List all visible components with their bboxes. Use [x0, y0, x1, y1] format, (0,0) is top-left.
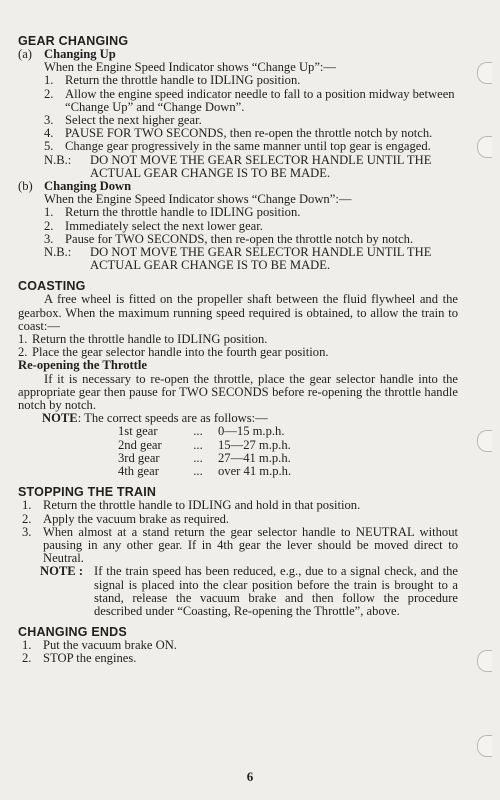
- subsection-title: Changing Down: [44, 179, 132, 194]
- subsection-tag: (a): [18, 47, 32, 61]
- step-list-changing-up: [18, 74, 458, 153]
- step-text: Place the gear selector handle into the fourth gear position.: [32, 345, 329, 360]
- note-label: NOTE: [42, 411, 78, 426]
- step-list-changing-ends: [18, 639, 458, 665]
- list-item: [22, 652, 458, 665]
- step-text: PAUSE FOR TWO SECONDS, then re-open the throttle notch by notch.: [65, 126, 433, 141]
- gear-speed-table: [118, 425, 318, 478]
- section-heading-coasting: COASTING: [18, 279, 86, 294]
- step-number: 3.: [22, 524, 32, 539]
- list-item: [44, 74, 458, 87]
- gear-cell: 1st gear: [118, 424, 158, 439]
- step-number: 3.: [44, 231, 54, 246]
- dots-cell: ...: [193, 450, 203, 465]
- speed-range-cell: 0—15 m.p.h.: [218, 424, 285, 439]
- nb-label: N.B.:: [44, 245, 72, 260]
- step-text: Immediately select the next lower gear.: [65, 218, 263, 233]
- speed-range-cell: 15—27 m.p.h.: [218, 437, 291, 452]
- note-text: : The correct speeds are as follows:—: [77, 411, 268, 426]
- coasting-paragraph: A free wheel is fitted on the propeller shaft between the fluid flywheel and the gearbox. When the maximum running speed required is obtained, to allow the train to coast:—: [18, 292, 458, 333]
- note-label: NOTE :: [40, 564, 84, 579]
- page-number: 6: [246, 769, 254, 784]
- subheading-reopening-throttle: Re-opening the Throttle: [18, 358, 147, 373]
- list-item: [44, 140, 458, 153]
- nb-warning: [18, 154, 458, 180]
- step-text: Put the vacuum brake ON.: [43, 638, 177, 653]
- step-text: STOP the engines.: [43, 651, 137, 666]
- step-text: Change gear progressively in the same manner until top gear is engaged.: [65, 139, 431, 154]
- step-number: 1.: [44, 205, 54, 220]
- gear-cell: 4th gear: [118, 464, 159, 479]
- list-item: [22, 526, 458, 566]
- section-heading-stopping-train: STOPPING THE TRAIN: [18, 485, 157, 500]
- binder-hole: [477, 735, 492, 757]
- step-number: 5.: [44, 139, 54, 154]
- section-heading-changing-ends: CHANGING ENDS: [18, 625, 127, 640]
- step-text: Return the throttle handle to IDLING position.: [65, 205, 301, 220]
- step-number: 1.: [22, 638, 32, 653]
- binder-hole: [477, 136, 492, 158]
- step-number: 2.: [22, 511, 32, 526]
- table-row: [118, 439, 318, 452]
- list-item: [44, 220, 458, 233]
- speed-range-cell: over 41 m.p.h.: [218, 464, 292, 479]
- list-item: [44, 206, 458, 219]
- intro-text: When the Engine Speed Indicator shows “Change Up”:—: [44, 60, 337, 75]
- step-number: 1.: [44, 73, 54, 88]
- step-number: 2.: [44, 218, 54, 233]
- table-row: [118, 465, 318, 478]
- step-list-changing-down: [18, 206, 458, 246]
- nb-text: DO NOT MOVE THE GEAR SELECTOR HANDLE UNTIL THE ACTUAL GEAR CHANGE IS TO BE MADE.: [90, 245, 432, 273]
- intro-text: When the Engine Speed Indicator shows “Change Down”:—: [44, 192, 352, 207]
- dots-cell: ...: [193, 464, 203, 479]
- subsection-tag: (b): [18, 179, 33, 194]
- step-text: Return the throttle handle to IDLING position.: [65, 73, 301, 88]
- step-text: Select the next higher gear.: [65, 113, 202, 128]
- step-text: When almost at a stand return the gear selector handle to NEUTRAL without pausing in any other gear. If in 4th gear the lever should be moved direct to Neutral.: [43, 524, 458, 566]
- list-item: [22, 499, 458, 512]
- step-text: Allow the engine speed indicator needle to fall to a position midway between “Change Up” and “Change Down”.: [65, 86, 455, 114]
- step-text: Return the throttle handle to IDLING position.: [32, 332, 268, 347]
- list-item: [44, 88, 458, 114]
- step-text: Pause for TWO SECONDS, then re-open the throttle notch by notch.: [65, 231, 414, 246]
- nb-label: N.B.:: [44, 152, 72, 167]
- page-content: [18, 34, 458, 666]
- step-number: 4.: [44, 126, 54, 141]
- gear-cell: 2nd gear: [118, 437, 162, 452]
- section-heading-gear-changing: GEAR CHANGING: [18, 34, 129, 48]
- nb-text: DO NOT MOVE THE GEAR SELECTOR HANDLE UNTIL THE ACTUAL GEAR CHANGE IS TO BE MADE.: [90, 152, 432, 180]
- stopping-note: [18, 565, 458, 618]
- table-row: [118, 425, 318, 438]
- step-text: Return the throttle handle to IDLING and hold in that position.: [43, 498, 361, 513]
- binder-hole: [477, 62, 492, 84]
- note-text: If the train speed has been reduced, e.g., due to a signal check, and the signal is placed into the clear position before the train is brought to a stand, release the vacuum brake and then follow the procedure described under “Coasting, Re-opening the Throttle”, above.: [94, 564, 458, 618]
- nb-warning: [18, 246, 458, 272]
- reopening-paragraph: If it is necessary to re-open the throttle, place the gear selector handle into the appropriate gear then pause for TWO SECONDS before re-opening the throttle handle notch by notch.: [18, 371, 458, 413]
- step-number: 1.: [22, 498, 32, 513]
- step-text: Apply the vacuum brake as required.: [43, 511, 230, 526]
- gear-cell: 3rd gear: [118, 450, 160, 465]
- step-number: 3.: [44, 113, 54, 128]
- step-number: 2.: [18, 345, 28, 360]
- step-list-stopping: [18, 499, 458, 565]
- step-number: 2.: [22, 651, 32, 666]
- list-item: [22, 513, 458, 526]
- step-list-coasting: [18, 333, 458, 359]
- dots-cell: ...: [193, 424, 203, 439]
- step-number: 1.: [18, 332, 28, 347]
- dots-cell: ...: [193, 437, 203, 452]
- binder-hole: [477, 430, 492, 452]
- binder-hole: [477, 650, 492, 672]
- subsection-title: Changing Up: [44, 47, 116, 61]
- speed-range-cell: 27—41 m.p.h.: [218, 450, 291, 465]
- step-number: 2.: [44, 86, 54, 101]
